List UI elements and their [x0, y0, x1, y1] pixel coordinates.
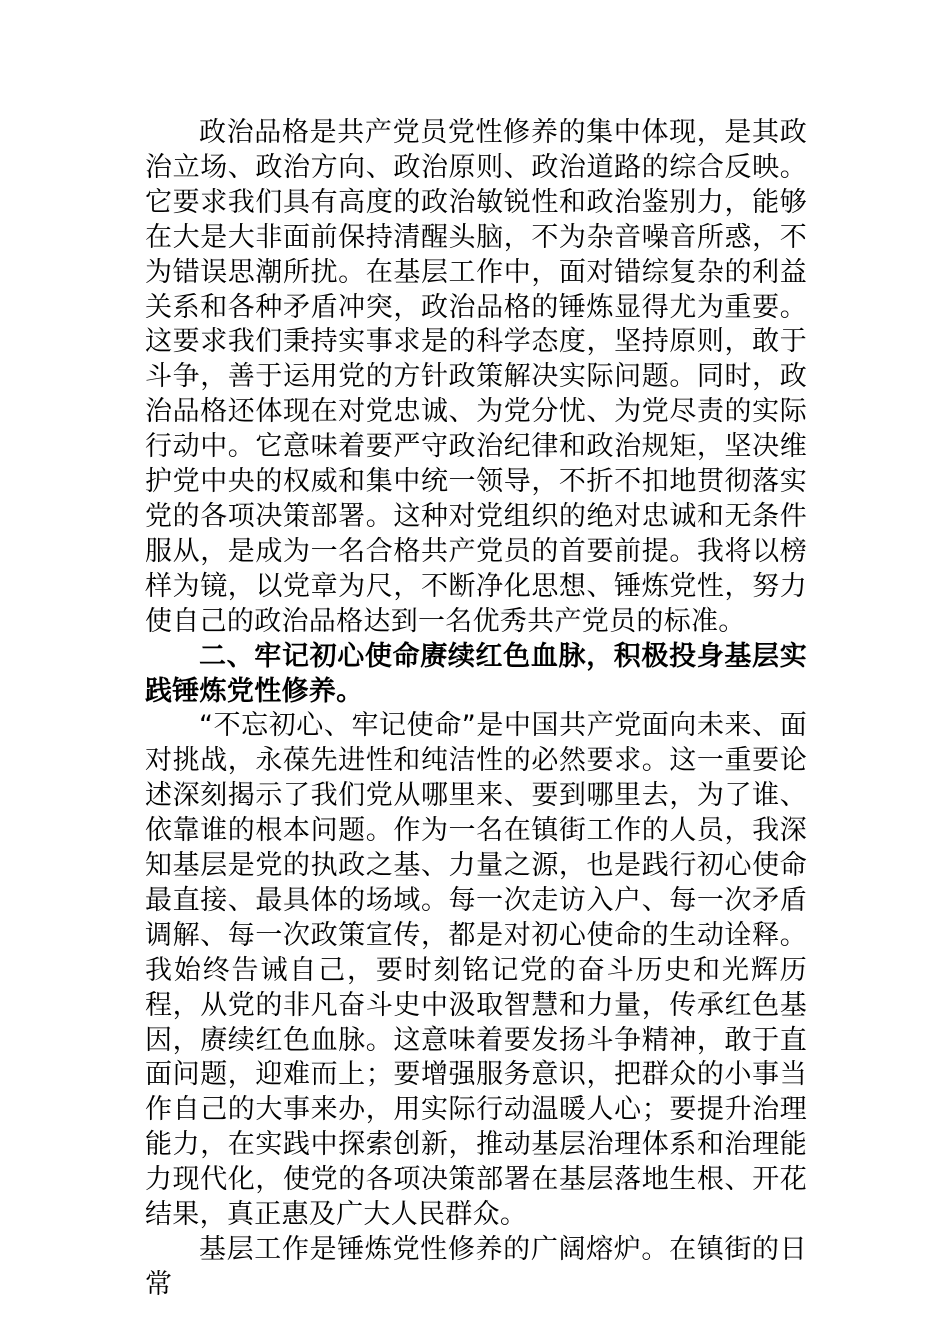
section-heading-two: 二、牢记初心使命赓续红色血脉，积极投身基层实践锤炼党性修养。 [145, 640, 807, 707]
paragraph-political-character: 政治品格是共产党员党性修养的集中体现，是其政治立场、政治方向、政治原则、政治道路的综合反映。它要求我们具有高度的政治敏锐性和政治鉴别力，能够在大是大非面前保持清醒头脑，不为杂音噪音所惑，不为错误思潮所扰。在基层工作中，面对错综复杂的利益关系和各种矛盾冲突，政治品格的锤炼显得尤为重要。这要求我们秉持实事求是的科学态度，坚持原则，敢于斗争，善于运用党的方针政策解决实际问题。同时，政治品格还体现在对党忠诚、为党分忧、为党尽责的实际行动中。它意味着要严守政治纪律和政治规矩，坚决维护党中央的权威和集中统一领导，不折不扣地贯彻落实党的各项决策部署。这种对党组织的绝对忠诚和无条件服从，是成为一名合格共产党员的首要前提。我将以榜样为镜，以党章为尺，不断净化思想、锤炼党性，努力使自己的政治品格达到一名优秀共产党员的标准。 [145, 117, 807, 637]
paragraph-grassroots-work: 基层工作是锤炼党性修养的广阔熔炉。在镇街的日常 [145, 1234, 807, 1300]
paragraph-original-mission: “不忘初心、牢记使命”是中国共产党面向未来、面对挑战，永葆先进性和纯洁性的必然要求。这一重要论述深刻揭示了我们党从哪里来、要到哪里去，为了谁、依靠谁的根本问题。作为一名在镇街工作的人员，我深知基层是党的执政之基、力量之源，也是践行初心使命最直接、最具体的场域。每一次走访入户、每一次矛盾调解、每一次政策宣传，都是对初心使命的生动诠释。我始终告诫自己，要时刻铭记党的奋斗历史和光辉历程，从党的非凡奋斗史中汲取智慧和力量，传承红色基因，赓续红色血脉。这意味着要发扬斗争精神，敢于直面问题，迎难而上；要增强服务意识，把群众的小事当作自己的大事来办，用实际行动温暖人心；要提升治理能力，在实践中探索创新，推动基层治理体系和治理能力现代化，使党的各项决策部署在基层落地生根、开花结果，真正惠及广大人民群众。 [145, 710, 807, 1231]
document-body [145, 116, 807, 1303]
